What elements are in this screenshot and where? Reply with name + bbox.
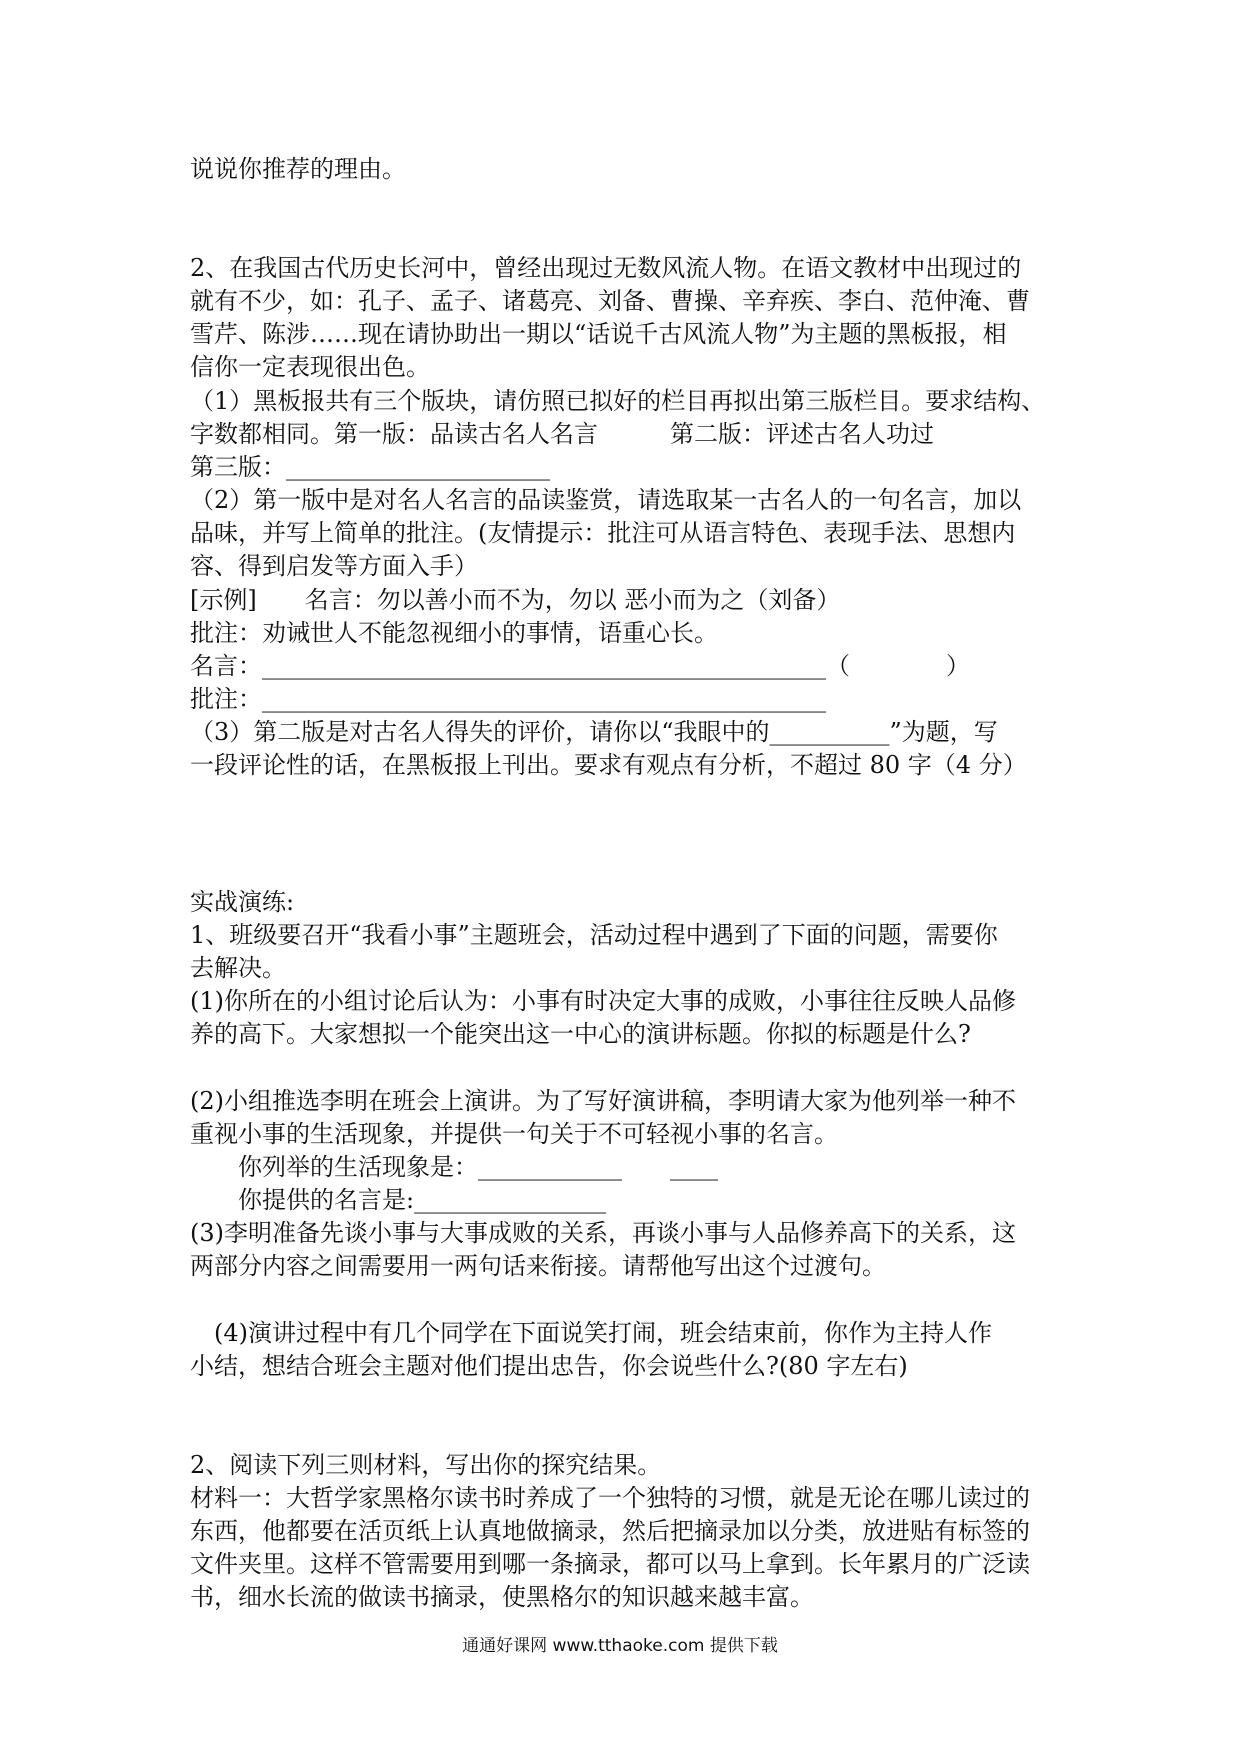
text-line: (4)演讲过程中有几个同学在下面说笑打闹，班会结束前，你作为主持人作 (190, 1319, 992, 1347)
text-line: （3）第二版是对古名人得失的评价，请你以“我眼中的__________”为题，写 (190, 718, 998, 746)
text-line: 实战演练: (190, 888, 295, 916)
text-line: 小结，想结合班会主题对他们提出忠告，你会说些什么?(80 字左右) (190, 1352, 908, 1380)
text-line: (3)李明准备先谈小事与大事成败的关系，再谈小事与人品修养高下的关系，这 (190, 1219, 1016, 1247)
text-line: 名言：_______________________________________________（ ） (190, 652, 970, 680)
text-line: 容、得到启发等方面入手） (190, 552, 478, 580)
text-line: (1)你所在的小组讨论后认为：小事有时决定大事的成败，小事往往反映人品修 (190, 987, 1016, 1015)
text-line: 两部分内容之间需要用一两句话来衔接。请帮他写出这个过渡句。 (190, 1252, 886, 1280)
text-line: 信你一定表现很出色。 (190, 353, 430, 381)
text-line: 重视小事的生活现象，并提供一句关于不可轻视小事的名言。 (190, 1120, 838, 1148)
page-footer: 通通好课网 www.tthaoke.com 提供下载 (462, 1636, 778, 1656)
text-line: 批注：_______________________________________________ (190, 685, 826, 713)
text-line: 2、阅读下列三则材料，写出你的探究结果。 (190, 1451, 662, 1479)
text-line: 文件夹里。这样不管需要用到哪一条摘录，都可以马上拿到。长年累月的广泛读 (190, 1550, 1030, 1578)
text-line: 批注：劝诫世人不能忽视细小的事情，语重心长。 (190, 619, 718, 647)
text-line: 雪芹、陈涉……现在请协助出一期以“话说千古风流人物”为主题的黑板报，相 (190, 320, 1007, 348)
text-line: 一段评论性的话，在黑板报上刊出。要求有观点有分析，不超过 80 字（4 分） (190, 751, 1027, 779)
text-line: 你列举的生活现象是：____________ ____ (190, 1153, 718, 1181)
text-line: 养的高下。大家想拟一个能突出这一中心的演讲标题。你拟的标题是什么? (190, 1020, 971, 1048)
text-line: （2）第一版中是对名人名言的品读鉴赏，请选取某一古名人的一句名言，加以 (190, 486, 1022, 514)
text-line: 材料一：大哲学家黑格尔读书时养成了一个独特的习惯，就是无论在哪儿读过的 (190, 1484, 1030, 1512)
text-line: 1、班级要召开“我看小事”主题班会，活动过程中遇到了下面的问题，需要你 (190, 921, 998, 949)
text-line: 去解决。 (190, 954, 286, 982)
text-line: 东西，他都要在活页纸上认真地做摘录，然后把摘录加以分类，放进贴有标签的 (190, 1517, 1030, 1545)
text-line: 第三版：______________________ (190, 453, 550, 481)
text-line: (2)小组推选李明在班会上演讲。为了写好演讲稿，李明请大家为他列举一种不 (190, 1087, 1016, 1115)
text-line: 品味，并写上简单的批注。(友情提示：批注可从语言特色、表现手法、思想内 (190, 519, 1016, 547)
text-line: 书，细水长流的做读书摘录，使黑格尔的知识越来越丰富。 (190, 1583, 814, 1611)
text-line: （1）黑板报共有三个版块，请仿照已拟好的栏目再拟出第三版栏目。要求结构、 (190, 387, 1046, 415)
text-line: 说说你推荐的理由。 (190, 155, 406, 183)
text-line: [示例] 名言：勿以善小而不为，勿以 恶小而为之（刘备） (190, 586, 841, 614)
text-line: 2、在我国古代历史长河中，曾经出现过无数风流人物。在语文教材中出现过的 (190, 254, 1022, 282)
text-line: 就有不少，如：孔子、孟子、诸葛亮、刘备、曹操、辛弃疾、李白、范仲淹、曹 (190, 287, 1030, 315)
text-line: 字数都相同。第一版：品读古名人名言 第二版：评述古名人功过 (190, 420, 934, 448)
text-line: 你提供的名言是:________________ (190, 1186, 607, 1214)
